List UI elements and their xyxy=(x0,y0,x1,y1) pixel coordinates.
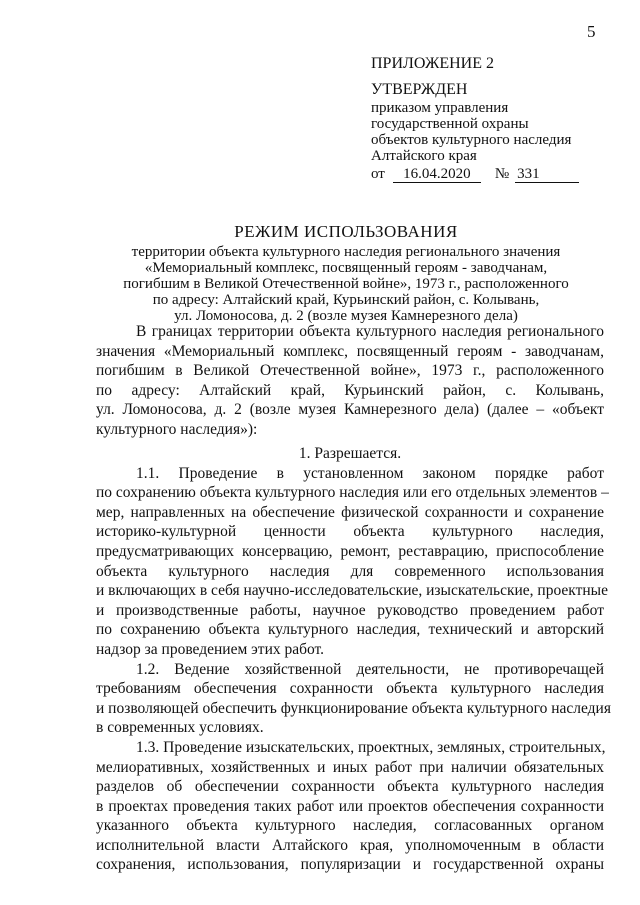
intro-paragraph xyxy=(96,322,604,440)
item-1-2 xyxy=(96,660,611,738)
body-line: сохранения, использования, популяризации и государственной охраны xyxy=(96,856,604,874)
body-line: мелиоративных, хозяйственных и иных работ при наличии обязательных xyxy=(96,758,604,776)
body-line: культурного наследия»): xyxy=(96,420,258,438)
approval-line: объектов культурного наследия xyxy=(371,132,572,148)
body-line: по адресу: Алтайский край, Курьинский район, с. Колывань, xyxy=(96,381,604,399)
approval-line: Алтайского края xyxy=(371,148,477,164)
body-line: и позволяющей обеспечить функционирование объекта культурного наследия xyxy=(96,699,611,717)
body-line: надзор за проведением этих работ. xyxy=(96,640,325,658)
body-line: значения «Мемориальный комплекс, посвященный героям - заводчанам, xyxy=(96,342,604,360)
approval-line: приказом управления xyxy=(371,100,509,116)
title-subline: ул. Ломоносова, д. 2 (возле музея Камнерезного дела) xyxy=(174,308,518,324)
appendix-label: ПРИЛОЖЕНИЕ 2 xyxy=(371,55,495,72)
order-date-number xyxy=(371,166,621,183)
body-line: разделов об обеспечении сохранности объекта культурного наследия xyxy=(96,778,604,796)
title-subline: погибшим в Великой Отечественной войне», 1973 г., расположенного xyxy=(123,276,569,292)
title-subline: территории объекта культурного наследия регионального значения xyxy=(131,244,561,260)
body-line: по сохранению объекта культурного наследия или его отдельных элементов – xyxy=(96,484,609,502)
body-line: 1.3. Проведение изыскательских, проектных, земляных, строительных, xyxy=(136,738,606,756)
body-line: мер, направленных на обеспечение физической сохранности и сохранение xyxy=(96,503,604,521)
body-line: объекта культурного наследия для современного использования xyxy=(96,562,604,580)
body-line: указанного объекта культурного наследия, согласованных органом xyxy=(96,817,604,835)
body-line: ул. Ломоносова, д. 2 (возле музея Камнерезного дела) (далее – «объект xyxy=(96,401,604,419)
body-line: предусматривающих консервацию, ремонт, реставрацию, приспособление xyxy=(96,542,604,560)
item-1-1 xyxy=(96,464,609,660)
document-title xyxy=(96,222,596,324)
approved-label: УТВЕРЖДЕН xyxy=(371,81,468,98)
body-line: в современных условиях. xyxy=(96,719,264,737)
number-label: № xyxy=(494,166,510,182)
title-subline: «Мемориальный комплекс, посвященный героям - заводчанам, xyxy=(144,260,548,276)
body-line: В границах территории объекта культурного наследия регионального xyxy=(136,323,604,340)
body-line: требованиям обеспечения сохранности объекта культурного наследия xyxy=(96,680,604,698)
body-line: погибшим в Великой Отечественной войне», 1973 г., расположенного xyxy=(96,362,604,380)
section-heading: 1. Разрешается. xyxy=(298,445,402,462)
body-line: 1.1. Проведение в установленном законом порядке работ xyxy=(136,464,604,482)
section-1 xyxy=(96,444,611,875)
body-line: исполнительной власти Алтайского края, уполномоченным в области xyxy=(96,836,604,854)
body-line: и включающих в себя научно-исследовательские, изыскательские, проектные xyxy=(96,582,608,600)
approval-block xyxy=(371,56,621,183)
body-line: 1.2. Ведение хозяйственной деятельности, не противоречащей xyxy=(136,660,604,678)
body-line: и производственные работы, научное руководство проведением работ xyxy=(96,601,604,619)
title-subline: по адресу: Алтайский край, Курьинский район, с. Колывань, xyxy=(152,292,540,308)
body-line: по сохранению объекта культурного наследия, технический и авторский xyxy=(96,621,604,639)
title-main: РЕЖИМ ИСПОЛЬЗОВАНИЯ xyxy=(234,222,458,241)
order-date: 16.04.2020 xyxy=(393,167,481,183)
date-label: от xyxy=(371,166,385,182)
body-line: в проектах проведения таких работ или проектов обеспечения сохранности xyxy=(96,797,604,815)
item-1-3 xyxy=(96,738,604,875)
approval-line: государственной охраны xyxy=(371,116,529,132)
order-number: 331 xyxy=(515,167,579,183)
body-line: историко-культурной ценности объекта культурного наследия, xyxy=(96,523,604,541)
page-number: 5 xyxy=(587,22,596,41)
